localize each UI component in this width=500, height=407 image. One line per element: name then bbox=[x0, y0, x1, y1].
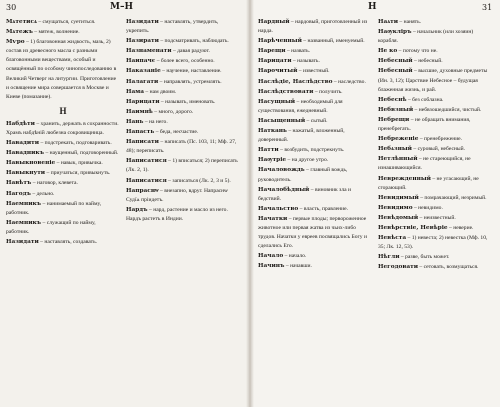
dictionary-entry bbox=[6, 200, 120, 218]
entry-definition: – потому что не. bbox=[397, 48, 438, 55]
entry-headword: Мѧтежъ bbox=[6, 29, 33, 36]
entry-definition: – не угасающий, не сгорающий. bbox=[378, 175, 479, 191]
dictionary-entry bbox=[378, 204, 492, 213]
dictionary-entry bbox=[6, 219, 120, 237]
dictionary-entry bbox=[378, 106, 492, 115]
entry-headword: Нардный bbox=[258, 19, 290, 25]
entry-headword: Нарѣченный bbox=[258, 38, 302, 45]
entry-headword: Назидати bbox=[126, 19, 159, 25]
entry-definition: – записаться (Лк. 2, 3 и 5). bbox=[166, 177, 231, 184]
entry-headword: Начатки bbox=[258, 215, 288, 222]
entry-headword: Написатися bbox=[126, 158, 167, 165]
entry-headword: Нагодъ bbox=[6, 190, 31, 197]
entry-headword: Невѣста bbox=[378, 235, 407, 242]
entry-headword: Небесный bbox=[378, 68, 413, 75]
dictionary-entry bbox=[378, 57, 492, 66]
entry-headword: Наѹтріе bbox=[258, 157, 287, 164]
entry-headword: Навыкнути bbox=[6, 170, 46, 177]
dictionary-entry bbox=[126, 47, 240, 56]
dictionary-entry bbox=[258, 205, 372, 214]
dictionary-entry bbox=[378, 253, 492, 262]
entry-definition: – называть. bbox=[291, 58, 320, 65]
entry-definition: – 1) благовонная жидкость, мазь, 2) состав из древесного масла с разными благовонными веществами, особый и освящённый по особому чинопоследованию в Великий Четверг на литургии. Приготовление и освящение мира совершается в Москве и Киеве (помазание). bbox=[6, 39, 117, 100]
entry-definition: – суровый, небесный. bbox=[411, 146, 466, 153]
entry-definition: – назвать. bbox=[285, 48, 311, 55]
entry-definition: – наставлять, создавать. bbox=[38, 238, 98, 245]
dictionary-entry bbox=[258, 117, 372, 126]
dictionary-entry bbox=[258, 57, 372, 66]
entry-headword: Нарочитый bbox=[258, 68, 298, 75]
entry-headword: Мѵро bbox=[6, 39, 25, 46]
entry-definition: – сетовать, возмущаться. bbox=[418, 264, 479, 271]
entry-definition: – неверие. bbox=[447, 224, 474, 231]
entry-definition: – навык, привычка. bbox=[55, 160, 103, 167]
entry-definition: – называть, именовать. bbox=[159, 98, 216, 105]
dictionary-entry bbox=[126, 118, 240, 127]
dictionary-entry bbox=[258, 37, 372, 46]
entry-definition: – 1) вписаться; 2) переписать (Лк. 2, 1). bbox=[126, 158, 238, 174]
dictionary-entry bbox=[258, 18, 372, 36]
dictionary-entry bbox=[378, 145, 492, 154]
entry-definition: – начальник (или хозяин) корабля. bbox=[378, 29, 474, 45]
entry-definition: – не обращать внимания, пренебрегать. bbox=[378, 116, 471, 133]
dictionary-entry bbox=[378, 28, 492, 46]
dictionary-entry bbox=[378, 18, 492, 27]
entry-headword: Натти bbox=[258, 147, 279, 154]
entry-definition: – небесный. bbox=[412, 58, 443, 65]
entry-headword: Наѹкліръ bbox=[378, 29, 412, 36]
left-page-header: М–Н bbox=[110, 2, 133, 12]
entry-definition: – наущенный, подговоренный. bbox=[44, 150, 119, 157]
entry-headword: Написатися bbox=[126, 177, 167, 184]
entry-headword: Нарещи bbox=[258, 48, 286, 55]
entry-headword: Начальство bbox=[258, 205, 299, 212]
dictionary-entry bbox=[126, 206, 240, 224]
dictionary-entry bbox=[258, 78, 372, 87]
entry-headword: Навадникъ bbox=[6, 150, 45, 157]
dictionary-entry bbox=[126, 57, 240, 66]
entry-definition: – наговор, клевета. bbox=[31, 180, 78, 187]
dictionary-entry bbox=[258, 156, 372, 165]
entry-definition: – на него. bbox=[143, 118, 168, 125]
entry-headword: Начинъ bbox=[258, 263, 285, 270]
entry-headword: Навѣтъ bbox=[6, 180, 32, 187]
dictionary-entry bbox=[126, 177, 240, 186]
entry-definition: – наставлять, утвердить, укрепить. bbox=[126, 19, 219, 35]
entry-definition: – дельно. bbox=[30, 190, 55, 197]
right-page-number: 31 bbox=[482, 3, 493, 12]
right-page-header: Н bbox=[368, 2, 377, 12]
entry-definition: – начало. bbox=[283, 253, 307, 260]
dictionary-entry bbox=[126, 138, 240, 156]
entry-headword: Наслѣдіе, Наслѣдство bbox=[258, 78, 333, 85]
entry-definition: – помрачающий, незримый. bbox=[418, 194, 487, 201]
entry-definition: – названный, именуемый. bbox=[301, 38, 365, 45]
entry-headword: Насущный bbox=[258, 98, 296, 105]
entry-headword: Начало bbox=[258, 253, 284, 260]
entry-headword: Нетлѣнный bbox=[378, 156, 418, 163]
dictionary-entry bbox=[378, 214, 492, 223]
left-page-number: 30 bbox=[6, 3, 17, 12]
dictionary-entry bbox=[378, 96, 492, 105]
dictionary-entry bbox=[6, 238, 120, 247]
entry-definition: – нанимаемый по найму, работник. bbox=[6, 200, 102, 216]
entry-definition: – начавши. bbox=[284, 263, 312, 270]
section-letter: Н bbox=[59, 105, 67, 116]
dictionary-entry bbox=[258, 166, 372, 184]
dictionary-entry bbox=[126, 18, 240, 36]
entry-headword: Написати bbox=[126, 139, 159, 146]
dictionary-entry bbox=[258, 47, 372, 56]
book-gutter bbox=[246, 0, 254, 407]
dictionary-entry bbox=[258, 215, 372, 251]
dictionary-entry bbox=[126, 88, 240, 97]
entry-headword: Нѣгли bbox=[378, 254, 400, 261]
entry-definition: – давая радуют. bbox=[171, 48, 210, 55]
entry-definition: – 1) невеста; 2) невестка (Мф. 10, 35; Лк. 12, 53). bbox=[378, 235, 488, 251]
dictionary-entry bbox=[6, 169, 120, 178]
entry-headword: Нардъ bbox=[126, 206, 148, 213]
entry-definition: – много, дорого. bbox=[152, 108, 194, 115]
entry-definition: – нард, растение и масло из него. Нардъ растетъ в Индии. bbox=[126, 206, 228, 222]
entry-definition: – без соблазна. bbox=[406, 96, 444, 103]
entry-definition: – нардовый, приготовленный из нарда. bbox=[258, 19, 368, 35]
entry-headword: Напраснѡ bbox=[126, 187, 159, 194]
entry-definition: – власть, правление. bbox=[298, 205, 348, 212]
entry-headword: Неврежденный bbox=[378, 175, 431, 182]
entry-headword: Назирати bbox=[126, 38, 159, 45]
dictionary-entry bbox=[6, 18, 120, 27]
entry-definition: – хранить, держать в сохранности. Храмъ набдѣній любезна сокровищница. bbox=[6, 120, 119, 136]
entry-definition: – нанять. bbox=[398, 19, 422, 25]
entry-definition: – более всего, особенно. bbox=[155, 58, 215, 65]
left-column-2 bbox=[126, 18, 240, 225]
entry-headword: Невидимо bbox=[378, 204, 413, 211]
entry-definition: – написать (Пс. 103, 11; Мф. 27, 48); переписать. bbox=[126, 139, 237, 155]
entry-headword: Невѣдомый bbox=[378, 214, 419, 221]
entry-definition: – пренебрежение. bbox=[418, 136, 463, 143]
dictionary-entry bbox=[258, 252, 372, 261]
entry-definition: – подсматривать, наблюдать. bbox=[158, 38, 229, 45]
entry-headword: Небѧзный bbox=[378, 146, 412, 153]
dictionary-entry bbox=[126, 128, 240, 137]
dictionary-entry bbox=[378, 263, 492, 272]
entry-definition: – первые плоды; первороженное животное или первая жатва из чьих-либо трудов. Начатки у евреев посвящались Богу и сделались Его. bbox=[258, 215, 367, 250]
dictionary-entry bbox=[126, 78, 240, 87]
entry-definition: – нажатый, вложенный, доверенный. bbox=[258, 128, 345, 144]
entry-headword: Налагати bbox=[126, 78, 159, 85]
entry-definition: – приучаться, привыкнуть. bbox=[45, 170, 111, 177]
entry-headword: Нань bbox=[126, 118, 144, 125]
dictionary-entry bbox=[258, 127, 372, 145]
entry-definition: – возбудить, подстрекнуть. bbox=[278, 147, 345, 154]
entry-headword: Набдѣти bbox=[6, 120, 35, 127]
dictionary-entry bbox=[258, 146, 372, 155]
dictionary-entry bbox=[258, 98, 372, 116]
dictionary-entry bbox=[6, 190, 120, 199]
entry-headword: Насыщенный bbox=[258, 117, 306, 124]
entry-headword: Не ко bbox=[378, 48, 398, 55]
dictionary-entry bbox=[378, 67, 492, 94]
entry-definition: – внезапно, вдруг. Напраснѡ Судїѧ пріидетъ. bbox=[126, 187, 228, 203]
right-column-1 bbox=[258, 18, 372, 272]
entry-definition: – не стареющийся, не изнашивающийся. bbox=[378, 156, 471, 172]
dictionary-entry bbox=[6, 28, 120, 37]
entry-headword: Небесный bbox=[378, 58, 413, 65]
entry-headword: Началовождь bbox=[258, 167, 305, 174]
entry-headword: Наемникъ bbox=[6, 219, 42, 226]
entry-definition: – смущаться, суетиться. bbox=[36, 19, 96, 25]
entry-headword: Небреженіе bbox=[378, 136, 419, 143]
entry-headword: Наимнѣ bbox=[126, 108, 153, 115]
dictionary-entry bbox=[126, 98, 240, 107]
entry-definition: – мятеж, волнение. bbox=[32, 29, 80, 36]
entry-definition: – необходимый для существования, ежедневный. bbox=[258, 98, 343, 114]
entry-headword: Началобѣдный bbox=[258, 186, 310, 193]
entry-headword: Назидати bbox=[6, 238, 39, 245]
entry-definition: – высшие, духовные предметы (Ин. 3, 12); Царствие Небесное – будущая блаженная жизнь, и рай. bbox=[378, 68, 488, 93]
right-column-2 bbox=[378, 18, 492, 273]
entry-definition: – нам двоим. bbox=[144, 88, 177, 95]
entry-headword: Наслѣдствовати bbox=[258, 88, 314, 95]
entry-definition: – научение, наставление. bbox=[160, 68, 222, 75]
entry-definition: – подстрекать, подговаривать. bbox=[39, 140, 112, 147]
dictionary-entry bbox=[126, 157, 240, 175]
dictionary-entry bbox=[6, 120, 120, 138]
dictionary-entry bbox=[126, 67, 240, 76]
entry-headword: Невидимый bbox=[378, 194, 419, 201]
dictionary-entry bbox=[378, 224, 492, 233]
dictionary-entry bbox=[378, 175, 492, 193]
entry-definition: – получить. bbox=[313, 88, 343, 95]
dictionary-entry bbox=[6, 38, 120, 102]
entry-headword: Навадити bbox=[6, 140, 40, 147]
entry-headword: Небеснѣ bbox=[378, 96, 407, 103]
dictionary-entry bbox=[378, 234, 492, 252]
entry-definition: – виновник зла и бедствий. bbox=[258, 186, 351, 202]
entry-headword: Наказаніе bbox=[126, 68, 161, 75]
dictionary-entry bbox=[258, 88, 372, 97]
dictionary-entry bbox=[126, 187, 240, 205]
dictionary-entry bbox=[258, 67, 372, 76]
entry-headword: Напасть bbox=[126, 129, 155, 136]
entry-definition: – главный вождь, руководитель. bbox=[258, 167, 348, 183]
entry-definition: – небвзошедшийся, чистый. bbox=[413, 106, 482, 113]
entry-definition: – направлять, устремлять. bbox=[158, 78, 222, 85]
dictionary-entry bbox=[378, 47, 492, 56]
entry-definition: – на другое утро. bbox=[286, 157, 329, 164]
dictionary-entry bbox=[126, 37, 240, 46]
dictionary-entry bbox=[6, 149, 120, 158]
entry-definition: – известный. bbox=[297, 68, 330, 75]
entry-headword: Небрещи bbox=[378, 116, 410, 123]
entry-definition: – разве, быть может. bbox=[399, 254, 450, 261]
right-page bbox=[250, 0, 500, 407]
entry-headword: Наѧти bbox=[378, 19, 399, 25]
dictionary-entry bbox=[6, 139, 120, 148]
dictionary-entry bbox=[6, 159, 120, 168]
entry-definition: – наследство. bbox=[332, 78, 366, 85]
entry-headword: Невѣрствіе, Невѣріе bbox=[378, 224, 448, 231]
entry-headword: Навыкновеніе bbox=[6, 160, 56, 167]
entry-headword: Нарицати bbox=[258, 58, 292, 65]
dictionary-entry bbox=[6, 179, 120, 188]
dictionary-entry bbox=[126, 108, 240, 117]
dictionary-entry bbox=[258, 262, 372, 271]
entry-headword: Наемникъ bbox=[6, 200, 42, 207]
entry-headword: Негодовати bbox=[378, 264, 418, 271]
entry-headword: Нама bbox=[126, 88, 145, 95]
entry-headword: Мѧтетисѧ bbox=[6, 19, 37, 25]
entry-headword: Небвзный bbox=[378, 106, 414, 113]
entry-definition: – беда, несчастие. bbox=[154, 129, 199, 136]
dictionary-entry bbox=[378, 155, 492, 173]
dictionary-entry bbox=[378, 135, 492, 144]
entry-definition: – невидимо. bbox=[412, 204, 443, 211]
entry-definition: – служащий по найму, работник. bbox=[6, 219, 96, 235]
entry-headword: Наткань bbox=[258, 128, 287, 135]
entry-headword: Наипачє bbox=[126, 58, 156, 65]
left-column-1 bbox=[6, 18, 120, 248]
dictionary-entry bbox=[258, 186, 372, 204]
entry-headword: Нарицати bbox=[126, 98, 160, 105]
entry-headword: Назнаменати bbox=[126, 48, 172, 55]
dictionary-entry bbox=[378, 116, 492, 134]
entry-definition: – сытый. bbox=[305, 117, 328, 124]
dictionary-entry bbox=[378, 194, 492, 203]
entry-definition: – неизвестный. bbox=[418, 214, 456, 221]
